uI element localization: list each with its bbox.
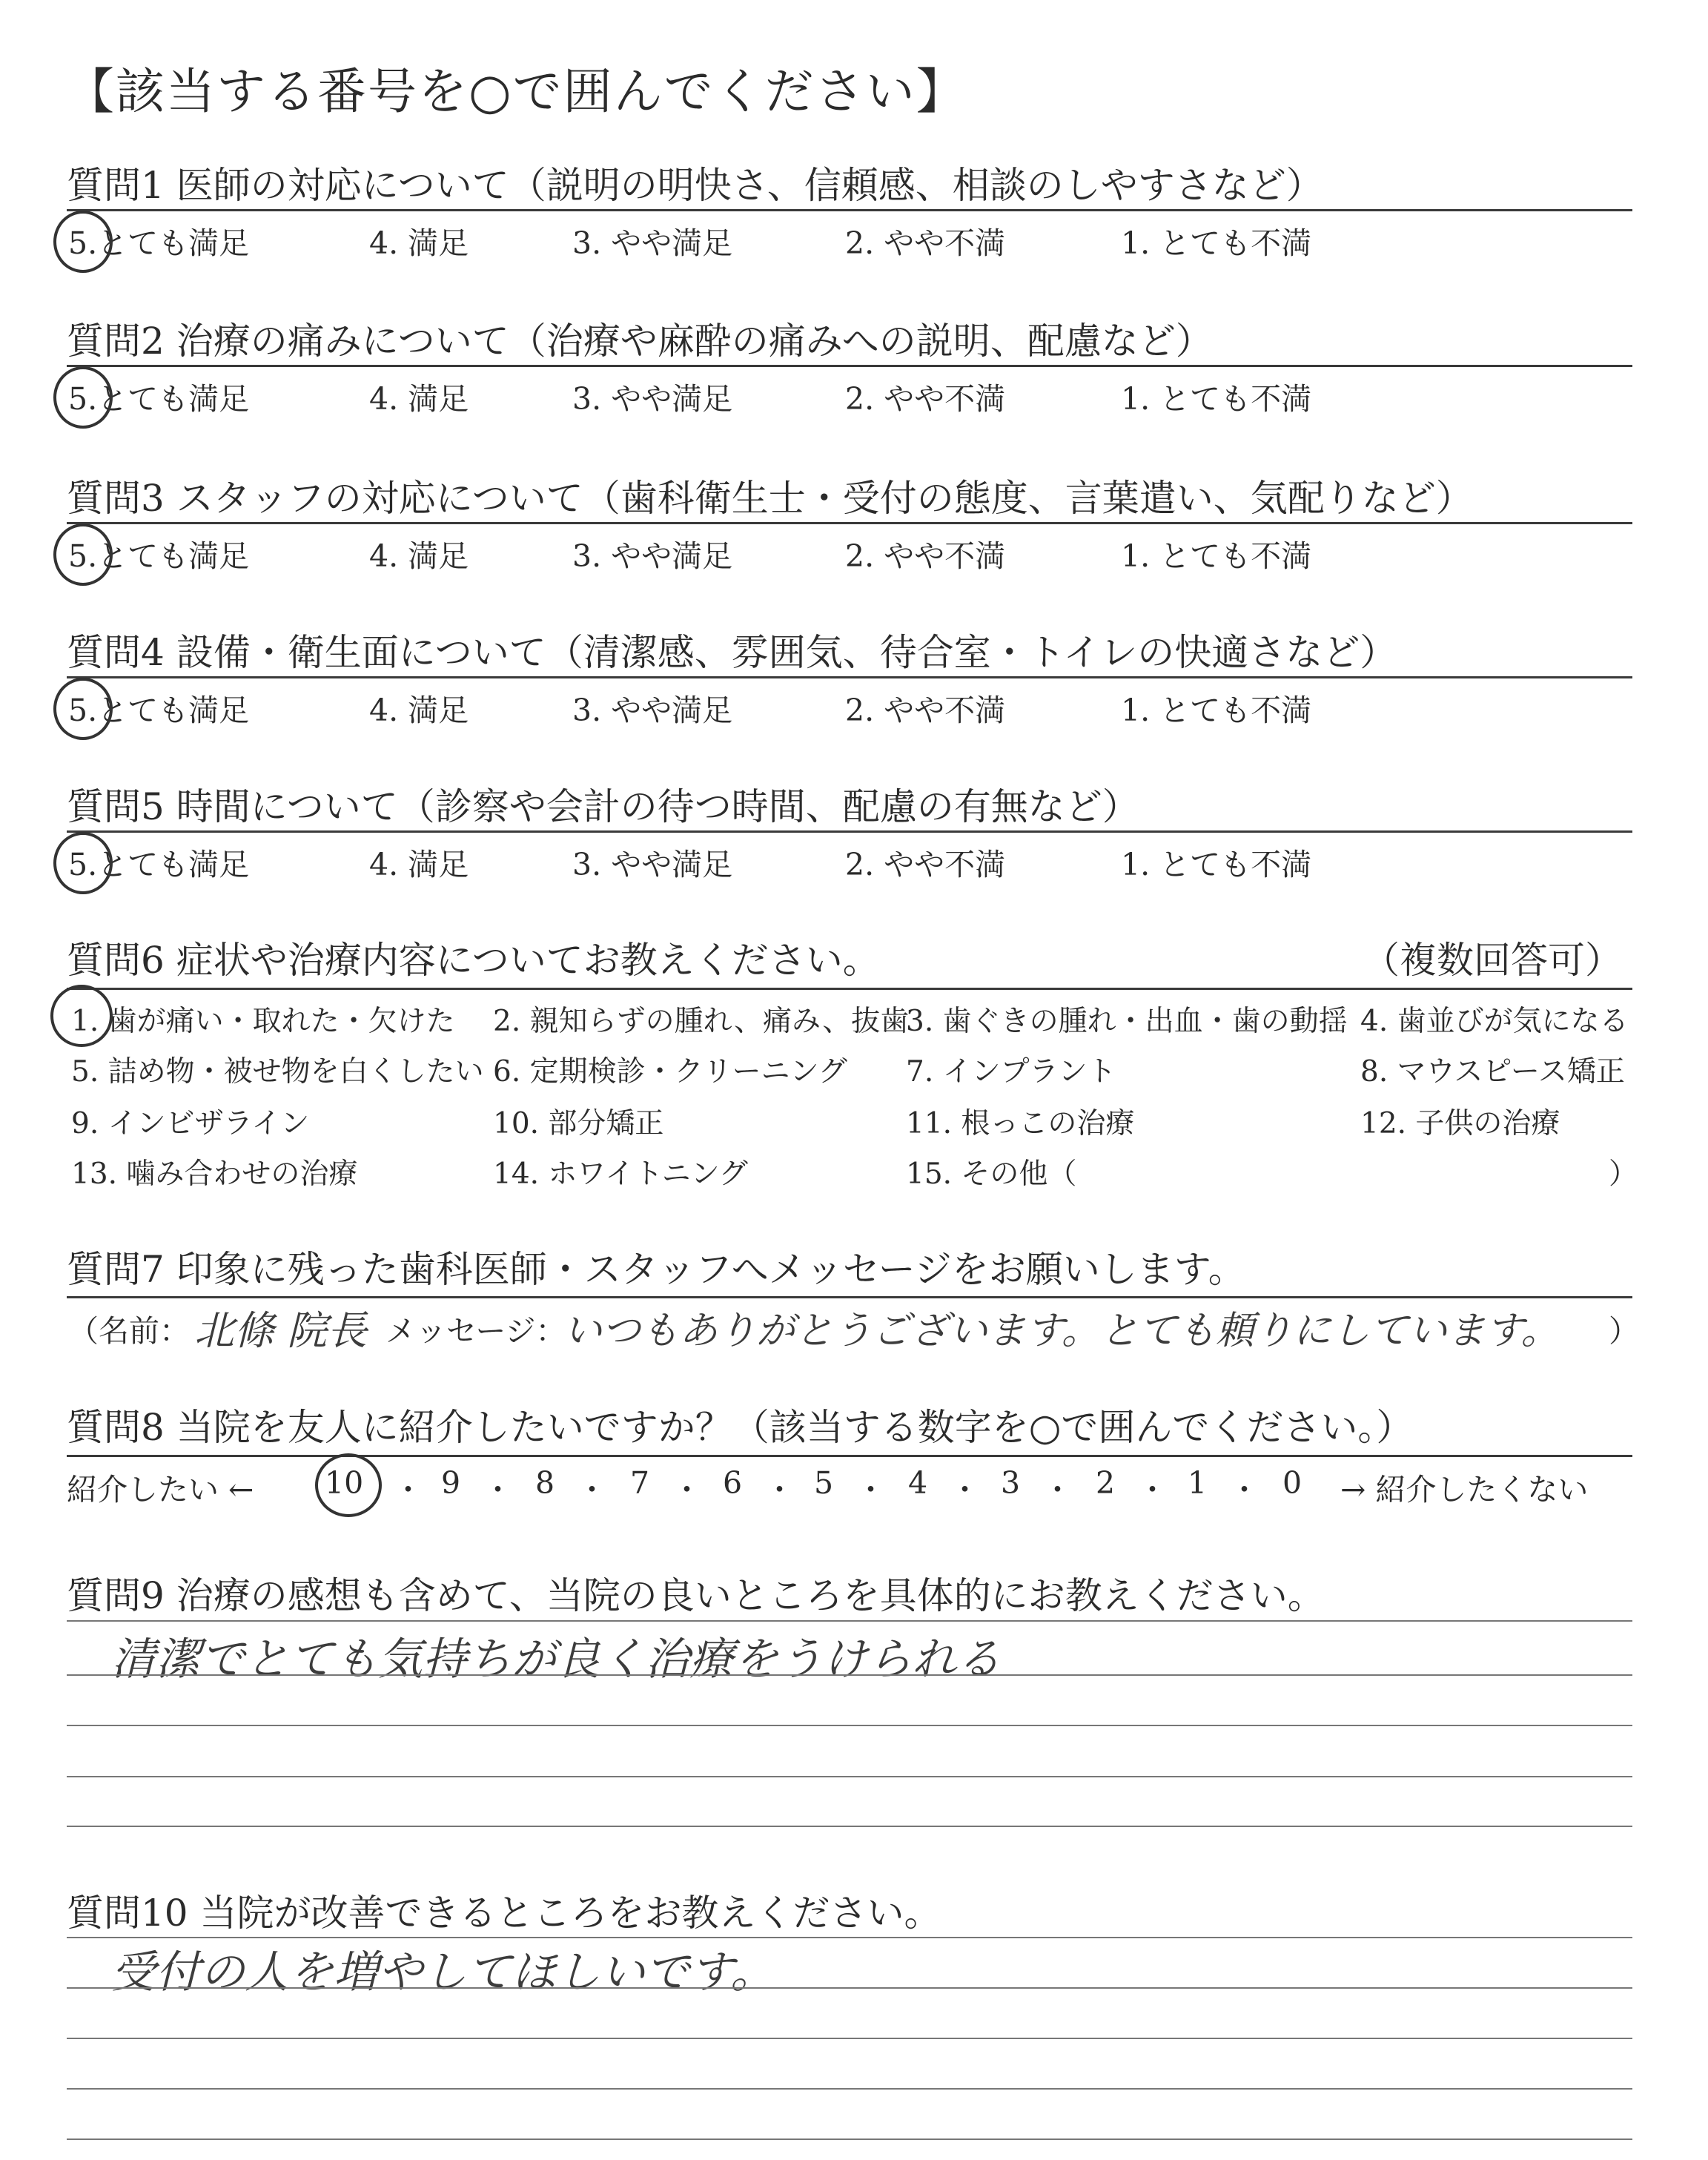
question-4-option-1[interactable]: 1. とても不満 bbox=[1121, 693, 1312, 728]
question-5-rule bbox=[67, 830, 1632, 833]
q8-label: 質問8 当院を友人に紹介したいですか？（該当する数字を○で囲んでください。） bbox=[67, 1406, 1414, 1449]
scale-separator-dot: ・ bbox=[1229, 1472, 1260, 1507]
question-2-option-2[interactable]: 2. やや不満 bbox=[845, 381, 1006, 417]
q7-suffix: ） bbox=[1609, 1313, 1639, 1349]
scale-separator-dot: ・ bbox=[577, 1472, 607, 1507]
question-1-option-2[interactable]: 2. やや不満 bbox=[845, 225, 1006, 261]
q10-handwritten-answer: 受付の人を増やしてほしいです。 bbox=[111, 1946, 775, 1998]
q9-line-5 bbox=[67, 1826, 1632, 1827]
question-2-option-5[interactable]: 5.とても満足 bbox=[68, 381, 250, 417]
question-2-option-4[interactable]: 4. 満足 bbox=[369, 381, 469, 417]
q8-scale-8[interactable]: 8 bbox=[535, 1465, 555, 1501]
q6-option-13[interactable]: 13. 噛み合わせの治療 bbox=[71, 1157, 358, 1191]
question-1-option-5[interactable]: 5.とても満足 bbox=[68, 225, 250, 261]
question-1-rule bbox=[67, 209, 1632, 211]
question-4-option-3[interactable]: 3. やや満足 bbox=[572, 693, 733, 728]
q8-scale-2[interactable]: 2 bbox=[1096, 1465, 1116, 1501]
q6-option-2[interactable]: 2. 親知らずの腫れ、痛み、抜歯 bbox=[493, 1005, 910, 1038]
q8-scale-6[interactable]: 6 bbox=[723, 1465, 743, 1501]
question-4-selection-circle bbox=[53, 678, 113, 740]
question-1-selection-circle bbox=[53, 211, 113, 273]
question-2-label: 質問2 治療の痛みについて（治療や麻酔の痛みへの説明、配慮など） bbox=[67, 320, 1213, 363]
q7-label: 質問7 印象に残った歯科医師・スタッフへメッセージをお願いします。 bbox=[67, 1248, 1245, 1291]
question-1-option-4[interactable]: 4. 満足 bbox=[369, 225, 469, 261]
q7-handwritten-name: 北條 院長 bbox=[194, 1307, 368, 1354]
q9-handwritten-answer: 清潔でとても気持ちが良く治療をうけられる bbox=[111, 1634, 1001, 1685]
q8-scale-5[interactable]: 5 bbox=[814, 1465, 834, 1501]
page-title: 【該当する番号を○で囲んでください】 bbox=[65, 63, 967, 120]
q8-scale-9[interactable]: 9 bbox=[441, 1465, 461, 1501]
q6-other-close: ） bbox=[1609, 1157, 1638, 1191]
question-5-option-2[interactable]: 2. やや不満 bbox=[845, 847, 1006, 882]
question-3-option-1[interactable]: 1. とても不満 bbox=[1121, 538, 1312, 574]
question-3-option-3[interactable]: 3. やや満足 bbox=[572, 538, 733, 574]
q6-note: （複数回答可） bbox=[1363, 939, 1622, 982]
q6-option-6[interactable]: 6. 定期検診・クリーニング bbox=[493, 1055, 847, 1089]
q8-scale-10[interactable]: 10 bbox=[325, 1465, 364, 1501]
q6-option-11[interactable]: 11. 根っこの治療 bbox=[906, 1107, 1135, 1140]
scale-separator-dot: ・ bbox=[1137, 1472, 1168, 1507]
question-3-option-2[interactable]: 2. やや不満 bbox=[845, 538, 1006, 574]
q6-option-10[interactable]: 10. 部分矯正 bbox=[493, 1107, 664, 1140]
q10-label: 質問10 当院が改善できるところをお教えください。 bbox=[67, 1892, 941, 1935]
q7-message-label: メッセージ： bbox=[385, 1313, 566, 1349]
question-4-label: 質問4 設備・衛生面について（清潔感、雰囲気、待合室・トイレの快適さなど） bbox=[67, 631, 1397, 674]
scale-separator-dot: ・ bbox=[393, 1472, 423, 1507]
question-3-label: 質問3 スタッフの対応について（歯科衛生士・受付の態度、言葉遣い、気配りなど） bbox=[67, 477, 1473, 520]
question-2-option-3[interactable]: 3. やや満足 bbox=[572, 381, 733, 417]
scale-separator-dot: ・ bbox=[950, 1472, 980, 1507]
q8-selection-circle bbox=[315, 1453, 382, 1517]
q8-rule bbox=[67, 1455, 1632, 1457]
question-5-option-3[interactable]: 3. やや満足 bbox=[572, 847, 733, 882]
q10-line-3 bbox=[67, 2038, 1632, 2039]
question-3-rule bbox=[67, 522, 1632, 524]
q7-handwritten-message: いつもありがとうございます。とても頼りにしています。 bbox=[563, 1309, 1560, 1353]
q8-right-label: → 紹介したくない bbox=[1340, 1472, 1589, 1507]
scale-separator-dot: ・ bbox=[483, 1472, 513, 1507]
question-3-option-5[interactable]: 5.とても満足 bbox=[68, 538, 250, 574]
q7-name-prefix: （名前： bbox=[68, 1313, 190, 1349]
q9-label: 質問9 治療の感想も含めて、当院の良いところを具体的にお教えください。 bbox=[67, 1574, 1325, 1617]
q8-scale-0[interactable]: 0 bbox=[1282, 1465, 1302, 1501]
question-2-rule bbox=[67, 365, 1632, 367]
q6-option-7[interactable]: 7. インプラント bbox=[906, 1055, 1116, 1089]
q6-option-5[interactable]: 5. 詰め物・被せ物を白くしたい bbox=[71, 1055, 484, 1089]
scale-separator-dot: ・ bbox=[1042, 1472, 1073, 1507]
scale-separator-dot: ・ bbox=[672, 1472, 702, 1507]
question-5-label: 質問5 時間について（診察や会計の待つ時間、配慮の有無など） bbox=[67, 785, 1139, 828]
q6-option-1[interactable]: 1. 歯が痛い・取れた・欠けた bbox=[71, 1005, 455, 1038]
question-2-selection-circle bbox=[53, 366, 113, 429]
question-4-option-2[interactable]: 2. やや不満 bbox=[845, 693, 1006, 728]
q6-option-3[interactable]: 3. 歯ぐきの腫れ・出血・歯の動揺 bbox=[906, 1005, 1348, 1038]
q8-scale-1[interactable]: 1 bbox=[1188, 1465, 1208, 1501]
q9-line-3 bbox=[67, 1725, 1632, 1726]
q6-rule bbox=[67, 988, 1632, 990]
q9-line-4 bbox=[67, 1776, 1632, 1777]
question-1-label: 質問1 医師の対応について（説明の明快さ、信頼感、相談のしやすさなど） bbox=[67, 164, 1323, 207]
question-3-option-4[interactable]: 4. 満足 bbox=[369, 538, 469, 574]
scale-separator-dot: ・ bbox=[855, 1472, 886, 1507]
question-1-option-1[interactable]: 1. とても不満 bbox=[1121, 225, 1312, 261]
q6-selection-circle bbox=[50, 985, 113, 1047]
q8-left-label: 紹介したい ← bbox=[67, 1472, 254, 1507]
q10-line-4 bbox=[67, 2088, 1632, 2090]
scale-separator-dot: ・ bbox=[764, 1472, 795, 1507]
question-5-option-5[interactable]: 5.とても満足 bbox=[68, 847, 250, 882]
q8-scale-4[interactable]: 4 bbox=[908, 1465, 928, 1501]
q6-option-4[interactable]: 4. 歯並びが気になる bbox=[1360, 1005, 1629, 1038]
question-5-option-4[interactable]: 4. 満足 bbox=[369, 847, 469, 882]
question-4-option-4[interactable]: 4. 満足 bbox=[369, 693, 469, 728]
question-1-option-3[interactable]: 3. やや満足 bbox=[572, 225, 733, 261]
q6-option-9[interactable]: 9. インビザライン bbox=[71, 1107, 310, 1140]
q10-line-2 bbox=[67, 1987, 1632, 1989]
question-4-rule bbox=[67, 676, 1632, 678]
q6-option-12[interactable]: 12. 子供の治療 bbox=[1360, 1107, 1560, 1140]
q10-line-5 bbox=[67, 2138, 1632, 2140]
q9-line-1 bbox=[67, 1620, 1632, 1622]
question-5-option-1[interactable]: 1. とても不満 bbox=[1121, 847, 1312, 882]
question-5-selection-circle bbox=[53, 832, 113, 894]
question-2-option-1[interactable]: 1. とても不満 bbox=[1121, 381, 1312, 417]
q6-option-14[interactable]: 14. ホワイトニング bbox=[493, 1157, 748, 1191]
q6-option-15[interactable]: 15. その他（ bbox=[906, 1157, 1077, 1191]
q8-scale-3[interactable]: 3 bbox=[1001, 1465, 1021, 1501]
q6-label: 質問6 症状や治療内容についてお教えください。 bbox=[67, 939, 880, 982]
question-4-option-5[interactable]: 5.とても満足 bbox=[68, 693, 250, 728]
q8-scale-7[interactable]: 7 bbox=[630, 1465, 650, 1501]
q6-option-8[interactable]: 8. マウスピース矯正 bbox=[1360, 1055, 1625, 1089]
question-3-selection-circle bbox=[53, 524, 113, 586]
q9-line-2 bbox=[67, 1674, 1632, 1676]
q7-rule bbox=[67, 1296, 1632, 1298]
